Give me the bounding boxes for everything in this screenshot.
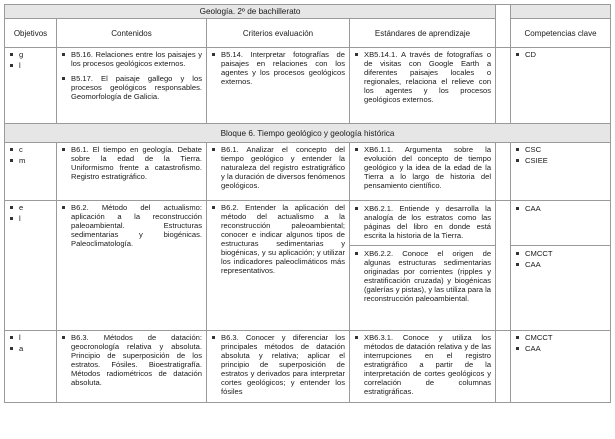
contenido-item: B6.2. Método del actualismo: aplicación a la reconstrucción paleoambiental. Estructuras sedimentarias y biogénicas. Paleoclimatología. — [61, 203, 202, 248]
estandares-cell — [350, 331, 496, 403]
objetivos-cell — [5, 48, 57, 124]
table-title-cell — [5, 5, 496, 19]
competencia-item: CAA — [515, 260, 606, 269]
table-row — [5, 48, 611, 124]
spacer-cell — [496, 201, 511, 331]
competencias-cell — [511, 143, 611, 201]
estandar-item: XB6.1.1. Argumenta sobre la evolución del concepto de tiempo geológico y la idea de la edad de la Tierra a lo largo de historia del pensamiento científico. — [354, 145, 491, 190]
objetivo-item: e — [9, 203, 52, 212]
competencia-item: CAA — [515, 344, 606, 353]
objetivos-cell — [5, 331, 57, 403]
contenido-item: B6.1. El tiempo en geología. Debate sobre la edad de la Tierra. Uniformismo frente a catastrofismo. Registro estratigráfico. — [61, 145, 202, 181]
competencias-cell — [511, 331, 611, 403]
objetivo-item: l — [9, 214, 52, 223]
competencia-item: CSC — [515, 145, 606, 154]
contenidos-cell — [57, 331, 207, 403]
estandares-cell — [350, 143, 496, 201]
table-row — [5, 331, 611, 403]
criterio-item: B5.14. Interpretar fotografías de paisajes en relaciones con los agentes y los procesos geológicos externos. — [211, 50, 345, 86]
block-title-row — [5, 124, 611, 143]
objetivo-item: m — [9, 156, 52, 165]
criterios-cell — [207, 201, 350, 331]
objetivo-item: l — [9, 333, 52, 342]
header-contenidos: Contenidos — [57, 19, 207, 48]
table-title: Geología. 2º de bachillerato — [199, 7, 301, 16]
criterio-item: B6.1. Analizar el concepto del tiempo geológico y entender la naturaleza del registro estratigráfico y la duración de diversos fenómenos geológicos. — [211, 145, 345, 190]
competencias-cell — [511, 201, 611, 331]
header-objetivos: Objetivos — [5, 19, 57, 48]
header-estandares: Estándares de aprendizaje — [350, 19, 496, 48]
curriculum-table — [4, 4, 611, 403]
criterio-item: B6.3. Conocer y diferenciar los principales métodos de datación absoluta y relativa; aplicar el principio de superposición de estratos y derivados para interpretar cortes geológicos; y entender los fósiles — [211, 333, 345, 396]
spacer-cell — [496, 331, 511, 403]
estandares-cell — [350, 48, 496, 124]
contenido-item: B5.16. Relaciones entre los paisajes y los procesos geológicos externos. — [61, 50, 202, 68]
blank-header-cell — [511, 5, 611, 19]
competencia-item: CMCCT — [515, 249, 606, 258]
objetivo-item: a — [9, 344, 52, 353]
competencias-cell — [511, 48, 611, 124]
estandar-item: XB6.2.1. Entiende y desarrolla la analogía de los estratos como las páginas del libro en donde está escrita la historia de la Tierra. — [354, 204, 491, 240]
competencia-item: CAA — [515, 204, 606, 213]
objetivo-item: c — [9, 145, 52, 154]
criterios-cell — [207, 48, 350, 124]
estandar-item: XB6.2.2. Conoce el origen de algunas estructuras sedimentarias originadas por corrientes (ripples y estratificación cruzada) y biogénicas (galerías y pistas), y las utiliza para la reconstrucción paleoambiental. — [354, 249, 491, 303]
estandar-item: XB5.14.1. A través de fotografías o de visitas con Google Earth a diferentes paisajes locales o regionales, relaciona el relieve con los agentes y los procesos geológicos externos. — [354, 50, 491, 104]
competencia-item: CMCCT — [515, 333, 606, 342]
competencia-item: CSIEE — [515, 156, 606, 165]
spacer-cell — [496, 143, 511, 201]
block-title: Bloque 6. Tiempo geológico y geología histórica — [5, 124, 611, 143]
header-criterios: Criterios evaluación — [207, 19, 350, 48]
contenidos-cell — [57, 201, 207, 331]
contenido-item: B5.17. El paisaje gallego y los procesos geológicos responsables. Geomorfología de Galicia. — [61, 74, 202, 101]
contenidos-cell — [57, 48, 207, 124]
header-competencias: Competencias clave — [511, 19, 611, 48]
competencia-item: CD — [515, 50, 606, 59]
contenido-item: B6.3. Métodos de datación: geocronología relativa y absoluta. Principio de superposición de los estratos. Fósiles. Bioestratigrafía. Métodos radiométricos de datación absoluta. — [61, 333, 202, 387]
table-row — [5, 143, 611, 201]
objetivos-cell — [5, 143, 57, 201]
estandar-item: XB6.3.1. Conoce y utiliza los métodos de datación relativa y de las interrupciones en el registro estratigráfico a partir de la interpretación de cortes geológicos y correlación de columnas estratigráficas. — [354, 333, 491, 396]
criterio-item: B6.2. Entender la aplicación del método del actualismo a la reconstrucción paleoambiental; conocer e indicar algunos tipos de estructuras sedimentarias y biogénicas, y su aplicación; y utilizar los indicadores paleoclimáticos más representativos. — [211, 203, 345, 275]
criterios-cell — [207, 143, 350, 201]
table-row — [5, 201, 611, 331]
spacer-cell — [496, 5, 511, 48]
curriculum-document — [4, 4, 610, 434]
estandares-cell — [350, 201, 496, 331]
objetivo-item: l — [9, 61, 52, 70]
criterios-cell — [207, 331, 350, 403]
objetivos-cell — [5, 201, 57, 331]
objetivo-item: g — [9, 50, 52, 59]
contenidos-cell — [57, 143, 207, 201]
spacer-cell — [496, 48, 511, 124]
